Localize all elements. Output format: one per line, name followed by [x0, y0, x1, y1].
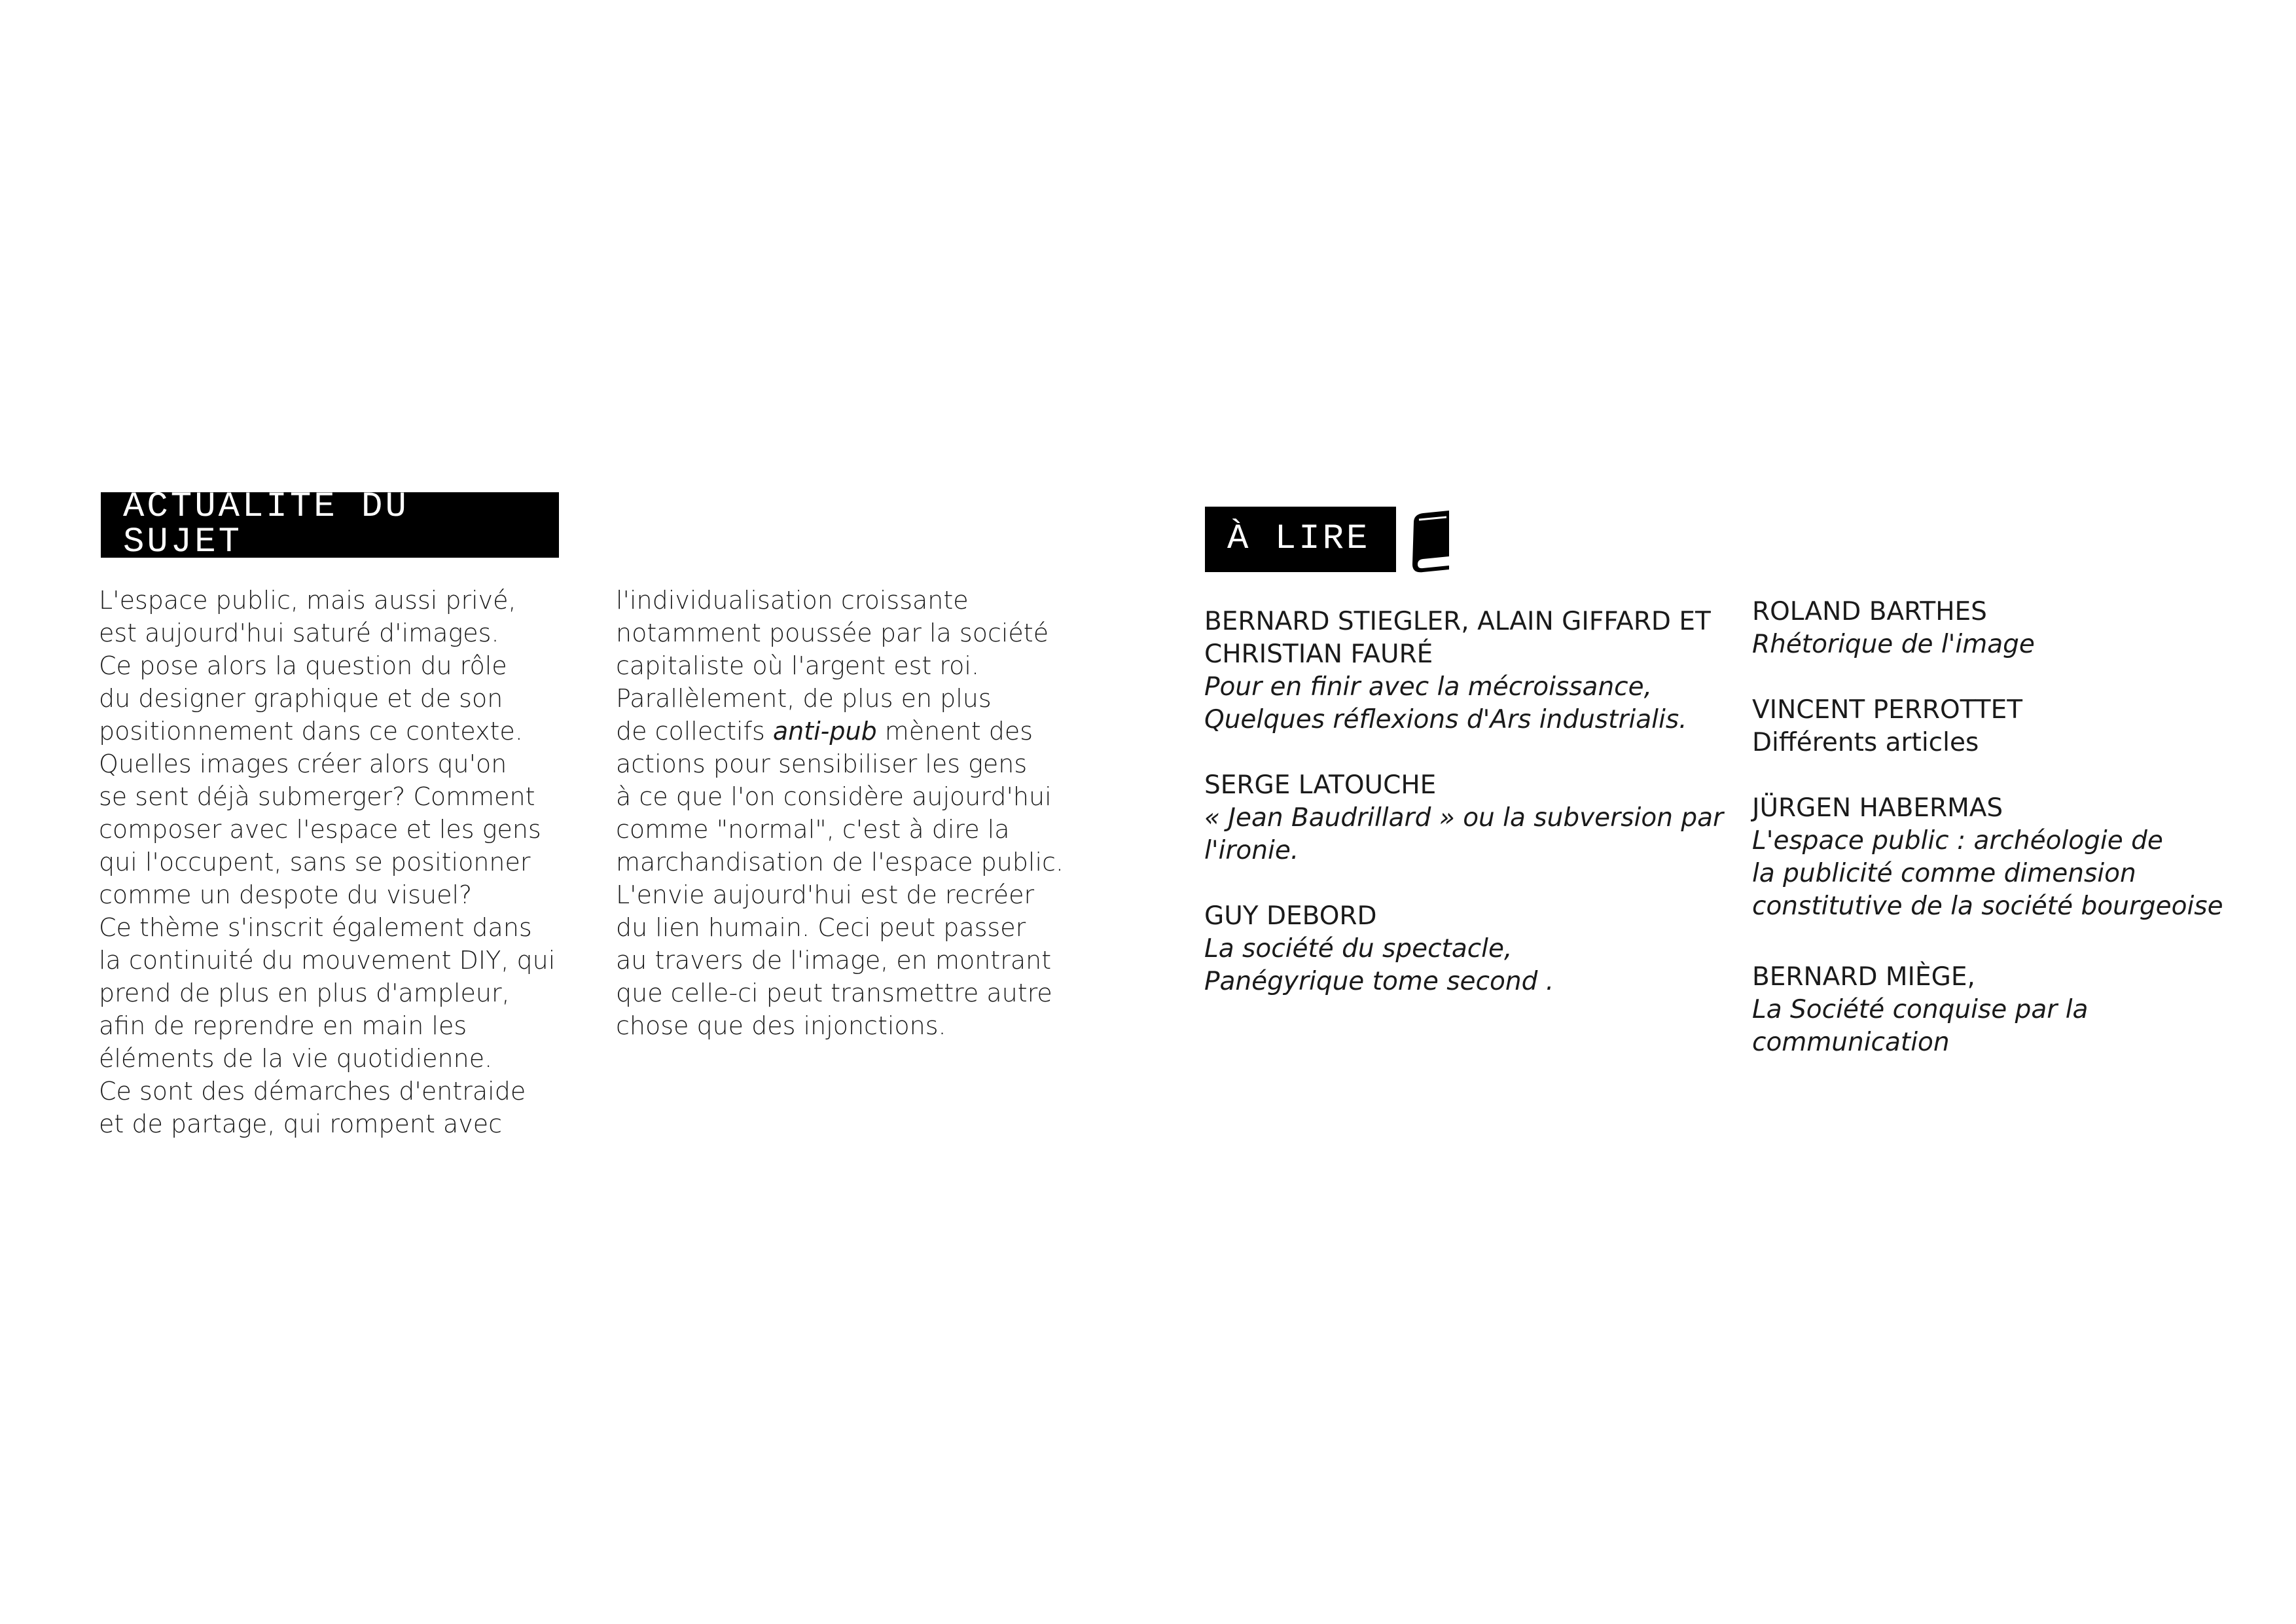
emphasis-anti-pub: anti-pub	[772, 717, 877, 746]
reference-author: SERGE LATOUCHE	[1204, 770, 1437, 800]
text-line: du lien humain. Ceci peut passer	[616, 913, 1026, 942]
text-line: la continuité du mouvement DIY, qui	[99, 946, 556, 975]
text-line: et de partage, qui rompent avec	[99, 1110, 502, 1138]
text-fragment: mènent des	[876, 717, 1033, 746]
text-line: Quelles images créer alors qu'on	[99, 749, 507, 778]
heading-actualite-du-sujet	[101, 487, 559, 562]
reference-title: Quelques réflexions d'Ars industrialis.	[1204, 705, 1687, 734]
text-line: au travers de l'image, en montrant	[616, 946, 1052, 975]
reference-latouche	[1204, 769, 1723, 867]
text-line: se sent déjà submerger? Comment	[99, 782, 535, 811]
text-line: Ce sont des démarches d'entraide	[99, 1077, 526, 1106]
book-icon	[1408, 511, 1453, 573]
text-line: est aujourd'hui saturé d'images.	[99, 619, 499, 647]
reference-author: BERNARD MIÈGE,	[1752, 962, 1975, 992]
text-fragment: de collectifs	[616, 717, 773, 746]
text-line: capitaliste où l'argent est roi.	[616, 651, 980, 680]
reference-title: La société du spectacle,	[1204, 934, 1513, 964]
reference-stiegler	[1204, 605, 1723, 736]
reference-perrottet	[1752, 694, 2223, 759]
reference-debord	[1204, 900, 1723, 998]
text-line: du designer graphique et de son	[99, 684, 503, 713]
reference-author: GUY DEBORD	[1204, 901, 1377, 931]
text-line: prend de plus en plus d'ampleur,	[99, 979, 510, 1007]
reference-title: constitutive de la société bourgeoise	[1752, 892, 2223, 921]
text-line: composer avec l'espace et les gens	[99, 815, 541, 844]
reference-habermas	[1752, 792, 2223, 923]
reference-author: VINCENT PERROTTET	[1752, 695, 2023, 725]
text-line: que celle-ci peut transmettre autre	[616, 979, 1052, 1007]
text-line: positionnement dans ce contexte.	[99, 717, 523, 746]
reference-title: l'ironie.	[1204, 836, 1299, 865]
text-line: l'individualisation croissante	[616, 586, 969, 615]
reference-miege	[1752, 961, 2223, 1059]
reading-list-left	[1204, 605, 1723, 998]
text-line: Ce thème s'inscrit également dans	[99, 913, 532, 942]
text-line: Ce pose alors la question du rôle	[99, 651, 507, 680]
text-line: marchandisation de l'espace public.	[616, 848, 1064, 876]
heading-actualite-label: ACTUALITÉ DU SUJET	[123, 487, 409, 562]
reference-title: la publicité comme dimension	[1752, 859, 2136, 888]
text-line: éléments de la vie quotidienne.	[99, 1044, 493, 1073]
reference-title: Rhétorique de l'image	[1752, 630, 2035, 659]
text-line-with-emphasis	[616, 715, 1064, 748]
reference-author: JÜRGEN HABERMAS	[1752, 793, 2003, 823]
heading-a-lire	[1205, 507, 1396, 572]
text-line: afin de reprendre en main les	[99, 1011, 467, 1040]
reference-author: ROLAND BARTHES	[1752, 597, 1987, 626]
text-line: L'espace public, mais aussi privé,	[99, 586, 516, 615]
reference-title: L'espace public : archéologie de	[1752, 826, 2163, 856]
text-line: chose que des injonctions.	[616, 1011, 946, 1040]
text-line: comme "normal", c'est à dire la	[616, 815, 1010, 844]
text-line: Parallèlement, de plus en plus	[616, 684, 992, 713]
actualite-column-1	[99, 584, 555, 1140]
text-line: L'envie aujourd'hui est de recréer	[616, 880, 1035, 909]
reference-title: La Société conquise par la	[1752, 995, 2089, 1024]
text-line: notamment poussée par la société	[616, 619, 1049, 647]
reference-note: Différents articles	[1752, 728, 1979, 757]
text-line: à ce que l'on considère aujourd'hui	[616, 782, 1052, 811]
reference-title: Panégyrique tome second .	[1204, 967, 1554, 996]
text-line: qui l'occupent, sans se positionner	[99, 848, 531, 876]
reference-author: CHRISTIAN FAURÉ	[1204, 640, 1433, 669]
reference-barthes	[1752, 596, 2223, 661]
reference-title: Pour en finir avec la mécroissance,	[1204, 672, 1653, 702]
heading-a-lire-label: À LIRE	[1227, 519, 1371, 559]
reference-title: « Jean Baudrillard » ou la subversion par	[1204, 803, 1724, 833]
text-line: comme un despote du visuel?	[99, 880, 473, 909]
text-line: actions pour sensibiliser les gens	[616, 749, 1028, 778]
reading-list-right	[1752, 596, 2223, 1059]
reference-author: BERNARD STIEGLER, ALAIN GIFFARD ET	[1204, 607, 1711, 636]
reference-title: communication	[1752, 1028, 1950, 1057]
actualite-column-2	[616, 584, 1064, 1042]
